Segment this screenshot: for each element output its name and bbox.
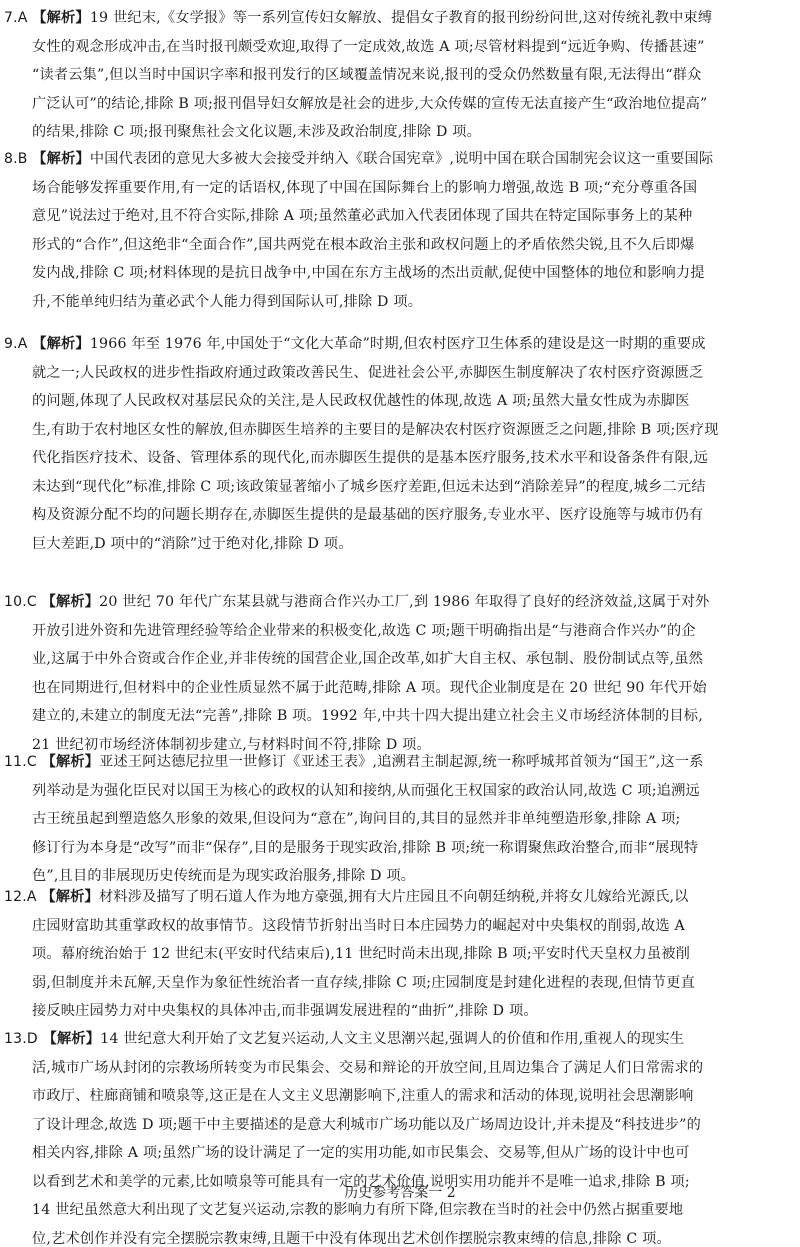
analysis-line: “读者云集”,但以当时中国识字率和报刊发行的区域覆盖情况来说,报刊的受众仍然数量有限,无法得出“群众 bbox=[32, 67, 702, 83]
page-footer: 历史参考答案一 2 bbox=[344, 1185, 456, 1201]
analysis-line: 女性的观念形成冲击,在当时报刊颇受欢迎,取得了一定成效,故选 A 项;尽管材料提到“远近争购、传播甚速” bbox=[32, 38, 705, 55]
analysis-line: 14 世纪虽然意大利出现了文艺复兴运动,宗教的影响力有所下降,但宗教在当时的社会中仍然占据重要地 bbox=[32, 1202, 684, 1218]
analysis-line: 也在同期进行,但材料中的企业性质显然不属于此范畴,排除 A 项。现代企业制度是在 20 世纪 90 年代开始 bbox=[32, 679, 707, 696]
analysis-tag: 【解析】 bbox=[41, 889, 99, 905]
analysis-line: 了设计理念,故选 D 项;题干中主要描述的是意大利城市广场功能以及广场周边设计,并未提及“科技进步”的 bbox=[32, 1116, 701, 1133]
question-number: 9. bbox=[4, 336, 18, 352]
analysis-line: 开放引进外资和先进管理经验等给企业带来的积极变化,故选 C 项;题干明确指出是“与港商合作兴办”的企 bbox=[32, 622, 696, 639]
analysis-line: 色”,且目的非展现历史传统而是为现实政治服务,排除 D 项。 bbox=[32, 868, 416, 884]
question-first-line bbox=[4, 889, 689, 905]
analysis-text: 1966 年至 1976 年,中国处于“文化大革命”时期,但农村医疗卫生体系的建设是这一时期的重要成 bbox=[89, 336, 706, 352]
question-number: 11. bbox=[4, 754, 27, 770]
answer-letter: A bbox=[17, 10, 28, 26]
analysis-tag: 【解析】 bbox=[42, 1031, 101, 1047]
question-first-line bbox=[4, 594, 710, 610]
analysis-text: 20 世纪 70 年代广东某县就与港商合作兴办工厂,到 1986 年取得了良好的经济效益,这属于对外 bbox=[99, 594, 710, 610]
analysis-line: 以看到艺术和美学的元素,比如喷泉等可能具有一定的艺术价值,说明实用功能并不是唯一追求,排除 B 项; bbox=[32, 1173, 690, 1190]
analysis-line: 修订行为本身是“改写”而非“保存”,目的是服务于现实政治,排除 B 项;统一称谓聚焦政治整合,而非“展现特 bbox=[32, 839, 699, 856]
analysis-line: 场合能够发挥重要作用,有一定的话语权,体现了中国在国际舞台上的影响力增强,故选 B 项;“充分尊重各国 bbox=[32, 179, 698, 196]
analysis-line: 建立的,未建立的制度无法“完善”,排除 B 项。1992 年,中共十四大提出建立社会主义市场经济体制的目标, bbox=[32, 708, 703, 724]
analysis-line: 接反映庄园势力对中央集权的具体冲击,而非强调发展进程的“曲折”,排除 D 项。 bbox=[32, 1003, 538, 1019]
analysis-line: 列举动是为强化臣民对以国王为核心的政权的认知和接纳,从而强化王权国家的政治认同,故选 C 项;追溯远 bbox=[32, 782, 700, 799]
analysis-line: 位,艺术创作并没有完全摆脱宗教束缚,且题干中没有体现出艺术创作摆脱宗教束缚的信息,排除 C 项。 bbox=[32, 1230, 671, 1247]
analysis-line: 升,不能单纯归结为董必武个人能力得到国际认可,排除 D 项。 bbox=[32, 293, 423, 310]
analysis-line: 广泛认可”的结论,排除 B 项;报刊倡导妇女解放是社会的进步,大众传媒的宣传无法直接产生“政治地位提高” bbox=[32, 95, 708, 112]
question-number: 13. bbox=[4, 1031, 27, 1047]
question-number: 10. bbox=[4, 594, 27, 610]
analysis-line: 市政厅、柱廊商铺和喷泉等,这正是在人文主义思潮影响下,注重人的需求和活动的体现,说明社会思潮影响 bbox=[32, 1088, 694, 1104]
analysis-tag: 【解析】 bbox=[41, 754, 100, 770]
analysis-line: 未达到“现代化”标准,排除 C 项;该政策显著缩小了城乡医疗差距,但远未达到“消除差异”的程度,城乡二元结 bbox=[32, 478, 706, 495]
analysis-line: 庄园财富助其重掌政权的故事情节。这段情节折射出当时日本庄园势力的崛起对中央集权的削弱,故选 A bbox=[32, 917, 685, 934]
question-number: 12. bbox=[4, 889, 27, 905]
question-first-line bbox=[4, 754, 704, 770]
analysis-line: 的结果,排除 C 项;报刊聚焦社会文化议题,未涉及政治制度,排除 D 项。 bbox=[32, 124, 482, 140]
analysis-text: 材料涉及描写了明石道人作为地方豪强,拥有大片庄园且不向朝廷纳税,并将女儿嫁给光源氏,以 bbox=[98, 889, 689, 905]
analysis-line: 意见”说法过于绝对,且不符合实际,排除 A 项;虽然董必武加入代表团体现了国共在特定国际事务上的某种 bbox=[32, 208, 693, 224]
analysis-line: 构及资源分配不均的问题长期存在,赤脚医生提供的是最基础的医疗服务,专业水平、医疗设施等与城市仍有 bbox=[32, 507, 704, 523]
analysis-tag: 【解析】 bbox=[41, 594, 100, 610]
analysis-line: 弱,但制度并未瓦解,天皇作为象征性统治者一直存续,排除 C 项;庄园制度是封建化进程的表现,但情节更直 bbox=[32, 974, 695, 991]
analysis-line: 相关内容,排除 A 项;虽然广场的设计满足了一定的实用功能,如市民集会、交易等,但从广场的设计中也可 bbox=[32, 1145, 690, 1161]
analysis-text: 中国代表团的意见大多被大会接受并纳入《联合国宪章》,说明中国在联合国制宪会议这一重要国际 bbox=[89, 151, 714, 167]
question-first-line bbox=[4, 1031, 684, 1047]
analysis-line: 的问题,体现了人民政权对基层民众的关注,是人民政权优越性的体现,故选 A 项;虽然大量女性成为赤脚医 bbox=[32, 393, 690, 409]
analysis-line: 就之一;人民政权的进步性指政府通过政策改善民生、促进社会公平,赤脚医生制度解决了农村医疗资源匮乏 bbox=[32, 364, 704, 381]
analysis-line: 活,城市广场从封闭的宗教场所转变为市民集会、交易和辩论的开放空间,且周边集合了满足人们日常需求的 bbox=[32, 1059, 704, 1076]
analysis-text: 19 世纪末,《女学报》等一系列宣传妇女解放、提倡女子教育的报刊纷纷问世,这对传统礼教中束缚 bbox=[89, 10, 713, 26]
analysis-line: 形式的“合作”,但这绝非“全面合作”,国共两党在根本政治主张和政权问题上的矛盾依然尖锐,且不久后即爆 bbox=[32, 236, 695, 253]
question-first-line bbox=[4, 336, 706, 352]
analysis-tag: 【解析】 bbox=[32, 336, 90, 352]
analysis-line: 代化指医疗技术、设备、管理体系的现代化,而赤脚医生提供的是基本医疗服务,技术水平和设备条件有限,远 bbox=[32, 450, 708, 466]
analysis-text: 亚述王阿达德尼拉里一世修订《亚述王表》,追溯君主制起源,统一称呼城邦首领为“国王”,这一系 bbox=[99, 754, 704, 770]
answer-letter: B bbox=[17, 151, 28, 167]
question-first-line bbox=[4, 10, 712, 26]
answer-letter: A bbox=[17, 336, 28, 352]
analysis-line: 生,有助于农村地区女性的解放,但赤脚医生培养的主要目的是解决农村医疗资源匮乏之问题,排除 B 项;医疗现 bbox=[32, 421, 719, 438]
analysis-line: 21 世纪初市场经济体制初步建立,与材料时间不符,排除 D 项。 bbox=[32, 736, 431, 753]
analysis-line: 项。幕府统治始于 12 世纪末(平安时代结束后),11 世纪时尚未出现,排除 B 项;平安时代天皇权力虽被削 bbox=[32, 946, 691, 962]
analysis-line: 发内战,排除 C 项;材料体现的是抗日战争中,中国在东方主战场的杰出贡献,促使中国整体的地位和影响力提 bbox=[32, 265, 705, 281]
analysis-line: 古王统虽起到塑造悠久形象的效果,但设问为“意在”,询问目的,其目的显然并非单纯塑造形象,排除 A 项; bbox=[32, 811, 681, 827]
answer-letter: C bbox=[26, 754, 37, 770]
answer-letter: C bbox=[26, 594, 37, 610]
question-number: 7. bbox=[4, 10, 18, 26]
question-number: 8. bbox=[4, 151, 18, 167]
analysis-tag: 【解析】 bbox=[32, 10, 90, 26]
analysis-text: 14 世纪意大利开始了文艺复兴运动,人文主义思潮兴起,强调人的价值和作用,重视人的现实生 bbox=[100, 1031, 685, 1047]
analysis-line: 巨大差距,D 项中的“消除”过于绝对化,排除 D 项。 bbox=[32, 535, 353, 552]
analysis-line: 业,这属于中外合资或合作企业,并非传统的国营企业,国企改革,如扩大自主权、承包制、股份制试点等,虽然 bbox=[32, 651, 703, 667]
answer-letter: A bbox=[26, 889, 37, 905]
analysis-tag: 【解析】 bbox=[32, 151, 90, 167]
question-first-line bbox=[4, 151, 713, 167]
answer-letter: D bbox=[26, 1031, 38, 1047]
